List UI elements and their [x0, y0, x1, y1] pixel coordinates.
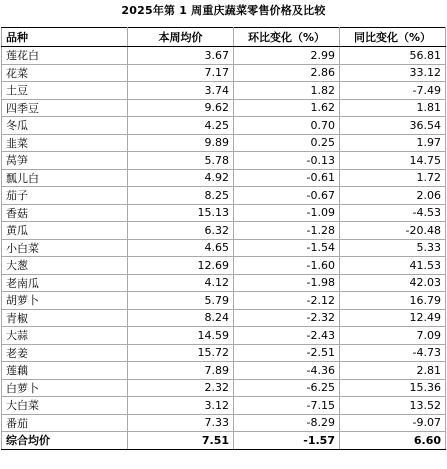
variety-cell: 花菜 [2, 64, 128, 82]
yoy-cell: 33.12 [340, 64, 446, 82]
price-cell: 3.74 [128, 82, 234, 100]
mom-cell: -1.28 [234, 222, 340, 240]
price-cell: 7.33 [128, 414, 234, 432]
mom-cell: 2.99 [234, 47, 340, 65]
variety-cell: 瓢儿白 [2, 169, 128, 187]
yoy-cell: 7.09 [340, 327, 446, 345]
mom-cell: 2.86 [234, 64, 340, 82]
yoy-cell: -7.49 [340, 82, 446, 100]
variety-cell: 莲花白 [2, 47, 128, 65]
yoy-cell: -4.53 [340, 204, 446, 222]
variety-cell: 茄子 [2, 187, 128, 205]
variety-cell: 莴笋 [2, 152, 128, 170]
yoy-cell: 42.03 [340, 274, 446, 292]
yoy-cell: 1.81 [340, 99, 446, 117]
variety-cell: 大葱 [2, 257, 128, 275]
table-row [2, 82, 446, 100]
price-cell: 2.32 [128, 379, 234, 397]
price-cell: 14.59 [128, 327, 234, 345]
header-yoy-change: 同比变化（%） [340, 28, 446, 47]
variety-cell: 老姜 [2, 344, 128, 362]
variety-cell: 冬瓜 [2, 117, 128, 135]
price-cell: 4.12 [128, 274, 234, 292]
table-row [2, 222, 446, 240]
table-body [2, 47, 446, 432]
mom-cell: 0.25 [234, 134, 340, 152]
table-row [2, 309, 446, 327]
yoy-cell: 56.81 [340, 47, 446, 65]
yoy-cell: 14.75 [340, 152, 446, 170]
variety-cell: 白萝卜 [2, 379, 128, 397]
summary-mom: -1.57 [234, 432, 340, 450]
yoy-cell: 2.81 [340, 362, 446, 380]
variety-cell: 小白菜 [2, 239, 128, 257]
yoy-cell: 36.54 [340, 117, 446, 135]
table-row [2, 117, 446, 135]
price-cell: 15.13 [128, 204, 234, 222]
summary-yoy: 6.60 [340, 432, 446, 450]
price-cell: 4.65 [128, 239, 234, 257]
mom-cell: -1.54 [234, 239, 340, 257]
mom-cell: -1.98 [234, 274, 340, 292]
header-variety: 品种 [2, 28, 128, 47]
price-cell: 4.92 [128, 169, 234, 187]
yoy-cell: 41.53 [340, 257, 446, 275]
yoy-cell: 13.52 [340, 397, 446, 415]
mom-cell: 1.82 [234, 82, 340, 100]
mom-cell: -4.36 [234, 362, 340, 380]
price-cell: 3.67 [128, 47, 234, 65]
variety-cell: 四季豆 [2, 99, 128, 117]
yoy-cell: 16.79 [340, 292, 446, 310]
price-cell: 15.72 [128, 344, 234, 362]
mom-cell: 1.62 [234, 99, 340, 117]
table-row [2, 414, 446, 432]
header-mom-change: 环比变化（%） [234, 28, 340, 47]
price-cell: 7.89 [128, 362, 234, 380]
variety-cell: 韭菜 [2, 134, 128, 152]
header-weekly-avg-price: 本周均价 [128, 28, 234, 47]
variety-cell: 番茄 [2, 414, 128, 432]
yoy-cell: 1.97 [340, 134, 446, 152]
variety-cell: 大白菜 [2, 397, 128, 415]
table-row [2, 274, 446, 292]
header-row [2, 28, 446, 47]
table-row [2, 47, 446, 65]
table-row [2, 292, 446, 310]
price-cell: 12.69 [128, 257, 234, 275]
price-cell: 9.62 [128, 99, 234, 117]
price-cell: 9.89 [128, 134, 234, 152]
table-title: 2025年第 1 周重庆蔬菜零售价格及比较 [121, 4, 326, 17]
mom-cell: -6.25 [234, 379, 340, 397]
price-cell: 3.12 [128, 397, 234, 415]
variety-cell: 黄瓜 [2, 222, 128, 240]
price-cell: 8.25 [128, 187, 234, 205]
mom-cell: -2.12 [234, 292, 340, 310]
variety-cell: 莲藕 [2, 362, 128, 380]
mom-cell: -2.43 [234, 327, 340, 345]
table-row [2, 379, 446, 397]
table-row [2, 327, 446, 345]
yoy-cell: 15.36 [340, 379, 446, 397]
vegetable-price-table [1, 27, 446, 450]
variety-cell: 青椒 [2, 309, 128, 327]
yoy-cell: 1.72 [340, 169, 446, 187]
mom-cell: -2.32 [234, 309, 340, 327]
summary-price: 7.51 [128, 432, 234, 450]
price-cell: 5.79 [128, 292, 234, 310]
table-row [2, 344, 446, 362]
price-cell: 6.32 [128, 222, 234, 240]
mom-cell: -8.29 [234, 414, 340, 432]
table-row [2, 134, 446, 152]
mom-cell: -0.67 [234, 187, 340, 205]
yoy-cell: 5.33 [340, 239, 446, 257]
price-cell: 7.17 [128, 64, 234, 82]
mom-cell: 0.70 [234, 117, 340, 135]
variety-cell: 大蒜 [2, 327, 128, 345]
table-row [2, 169, 446, 187]
table-row [2, 362, 446, 380]
table-row [2, 152, 446, 170]
mom-cell: -7.15 [234, 397, 340, 415]
summary-row [2, 432, 446, 450]
variety-cell: 老南瓜 [2, 274, 128, 292]
price-cell: 8.24 [128, 309, 234, 327]
mom-cell: -1.09 [234, 204, 340, 222]
yoy-cell: 2.06 [340, 187, 446, 205]
variety-cell: 香菇 [2, 204, 128, 222]
table-row [2, 64, 446, 82]
price-cell: 4.25 [128, 117, 234, 135]
mom-cell: -2.51 [234, 344, 340, 362]
mom-cell: -1.60 [234, 257, 340, 275]
mom-cell: -0.61 [234, 169, 340, 187]
table-row [2, 239, 446, 257]
variety-cell: 胡萝卜 [2, 292, 128, 310]
variety-cell: 土豆 [2, 82, 128, 100]
table-row [2, 204, 446, 222]
table-row [2, 99, 446, 117]
table-row [2, 257, 446, 275]
price-cell: 5.78 [128, 152, 234, 170]
yoy-cell: -4.73 [340, 344, 446, 362]
summary-label: 综合均价 [2, 432, 128, 450]
table-row [2, 397, 446, 415]
yoy-cell: -20.48 [340, 222, 446, 240]
yoy-cell: 12.49 [340, 309, 446, 327]
yoy-cell: -9.07 [340, 414, 446, 432]
mom-cell: -0.13 [234, 152, 340, 170]
table-row [2, 187, 446, 205]
